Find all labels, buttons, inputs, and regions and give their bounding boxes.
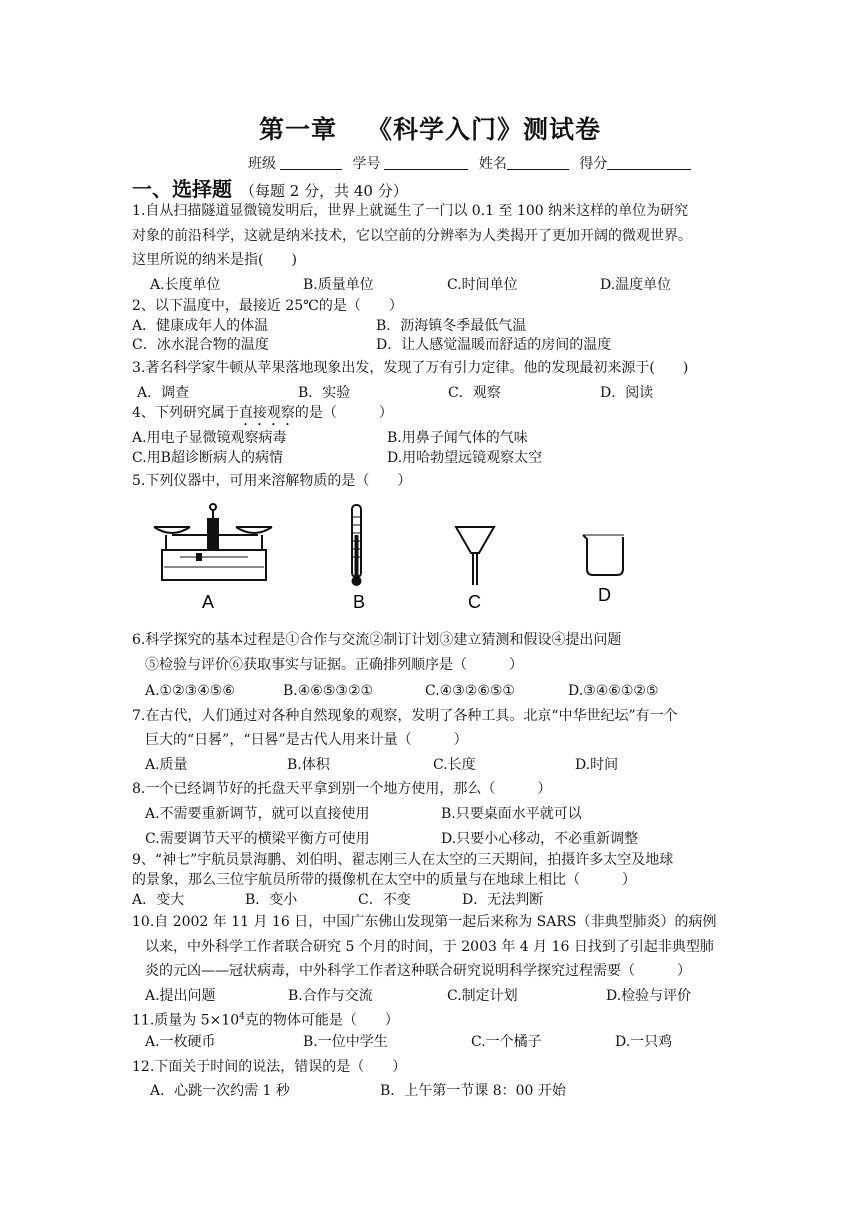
name-label: 姓名 (478, 156, 507, 172)
q7-line-1: 7.在古代，人们通过对各种自然现象的观察，发明了各种工具。北京“中华世纪坛”有一个 (132, 708, 678, 724)
q6-option-b[interactable]: B.④⑥⑤③②① (283, 683, 374, 699)
q12-option-b[interactable]: B．上午第一节课 8：00 开始 (380, 1083, 566, 1099)
q7-option-b[interactable]: B.体积 (287, 757, 330, 773)
q5-stem: 5.下列仪器中，可用来溶解物质的是（ ） (132, 473, 412, 489)
q2-option-a[interactable]: A．健康成年人的体温 (132, 318, 269, 334)
q1-option-d[interactable]: D.温度单位 (600, 277, 672, 293)
q10-option-a[interactable]: A.提出问题 (145, 988, 216, 1004)
q4-option-d[interactable]: D.用哈勃望远镜观察太空 (387, 450, 543, 466)
q12-option-a[interactable]: A．心跳一次约需 1 秒 (150, 1083, 290, 1099)
funnel-icon[interactable] (456, 527, 494, 585)
q7-option-c[interactable]: C.长度 (433, 757, 476, 773)
q9-option-c[interactable]: C．不变 (358, 892, 411, 908)
q7-line-2: 巨大的“日晷”，“日晷”是古代人用来计量（ ） (145, 732, 468, 748)
q9-option-a[interactable]: A．变大 (132, 892, 185, 908)
q1-option-c[interactable]: C.时间单位 (447, 277, 518, 293)
q5-label-d: D (598, 585, 611, 605)
q2-option-c[interactable]: C．冰水混合物的温度 (132, 337, 269, 353)
q7-option-a[interactable]: A.质量 (145, 757, 188, 773)
student-info-line (248, 153, 697, 173)
q5-label-a: A (202, 592, 215, 612)
q6-option-c[interactable]: C.④③②⑥⑤① (425, 683, 515, 699)
q4-option-c[interactable]: C.用B超诊断病人的病情 (132, 450, 283, 466)
q10-line-1: 10.自 2002 年 11 月 16 日，中国广东佛山发现第一起后来称为 SARS（非典型肺炎）的病例 (132, 914, 717, 930)
q4-stem (132, 404, 393, 429)
q1-option-a[interactable]: A.长度单位 (150, 277, 221, 293)
q3-option-a[interactable]: A．调查 (137, 385, 190, 401)
section-title: 一、选择题 (132, 177, 232, 201)
q11-option-a[interactable]: A.一枚硬币 (145, 1034, 216, 1050)
q11-option-c[interactable]: C.一个橘子 (471, 1034, 542, 1050)
class-label: 班级 (248, 156, 276, 172)
q9-line-2: 的景象，那么三位宇航员所带的摄像机在太空中的质量与在地球上相比（ ） (132, 872, 636, 888)
q4-stem-end: 的是（ ） (294, 405, 393, 421)
q10-option-b[interactable]: B.合作与交流 (288, 988, 373, 1004)
q9-line-1: 9、“神七”宇航员景海鹏、刘伯明、翟志刚三人在太空的三天期间，拍摄许多太空及地球 (132, 852, 674, 868)
q11-option-b[interactable]: B.一位中学生 (303, 1034, 388, 1050)
q2-stem: 2、以下温度中，最接近 25℃的是（ ） (132, 298, 403, 314)
q4-stem-emphasis: 直接观察 (238, 405, 295, 421)
q3-option-d[interactable]: D．阅读 (600, 385, 654, 401)
q5-label-c: C (468, 592, 481, 612)
q10-option-d[interactable]: D.检验与评价 (606, 988, 692, 1004)
number-blank[interactable] (384, 155, 468, 170)
balance-scale-icon[interactable] (154, 504, 272, 580)
q6-option-d[interactable]: D.③④⑥①②⑤ (568, 683, 659, 699)
q3-option-b[interactable]: B．实验 (298, 385, 351, 401)
q12-stem: 12.下面关于时间的说法，错误的是（ ） (132, 1059, 407, 1075)
q10-line-2: 以来，中外科学工作者联合研究 5 个月的时间，于 2003 年 4 月 16 日找到了引起非典型肺 (145, 939, 714, 955)
q11-stem-exponent: 4 (239, 1012, 245, 1022)
q10-line-3: 炎的元凶——冠状病毒，中外科学工作者这种联合研究说明科学探究过程需要（ ） (145, 963, 691, 979)
q3-option-c[interactable]: C．观察 (448, 385, 501, 401)
q11-option-d[interactable]: D.一只鸡 (615, 1034, 673, 1050)
beaker-icon[interactable] (583, 535, 624, 575)
thermometer-icon[interactable] (352, 505, 361, 585)
q11-stem-end: 克的物体可能是（ ） (244, 1012, 399, 1029)
q6-line-1: 6.科学探究的基本过程是①合作与交流②制订计划③建立猜测和假设④提出问题 (132, 632, 622, 648)
q5-label-b: B (353, 592, 366, 612)
score-blank[interactable] (607, 155, 691, 170)
q4-option-a[interactable]: A.用电子显微镜观察病毒 (132, 430, 287, 446)
q7-option-d[interactable]: D.时间 (575, 757, 619, 773)
q3-stem: 3.著名科学家牛顿从苹果落地现象出发，发现了万有引力定律。他的发现最初来源于( ) (132, 360, 689, 376)
score-label: 得分 (579, 156, 608, 172)
q8-option-c[interactable]: C.需要调节天平的横梁平衡方可使用 (145, 831, 370, 847)
q1-line-2: 对象的前沿科学，这就是纳米技术，它以空前的分辨率为人类揭开了更加开阔的微观世界。 (132, 228, 692, 244)
section-note: （每题 2 分，共 40 分） (240, 182, 408, 200)
q11-stem-start: 11.质量为 5×10 (132, 1012, 240, 1029)
q8-option-a[interactable]: A.不需要重新调节，就可以直接使用 (145, 806, 370, 822)
q5-instruments-figure (150, 495, 670, 620)
q1-option-b[interactable]: B.质量单位 (303, 277, 374, 293)
q4-stem-start: 4、下列研究属于 (132, 405, 239, 421)
q4-option-b[interactable]: B.用鼻子闻气体的气味 (387, 430, 528, 446)
q8-option-d[interactable]: D.只要小心移动，不必重新调整 (441, 831, 639, 847)
class-blank[interactable] (280, 155, 342, 170)
q2-option-d[interactable]: D．让人感觉温暖而舒适的房间的温度 (376, 337, 612, 353)
q9-option-b[interactable]: B．变小 (245, 892, 298, 908)
title-chapter: 第一章 (258, 115, 337, 144)
title-name: 《科学入门》测试卷 (367, 115, 602, 144)
q9-option-d[interactable]: D．无法判断 (462, 892, 544, 908)
name-blank[interactable] (507, 155, 569, 170)
q1-line-3: 这里所说的纳米是指( ) (132, 252, 297, 268)
section-heading (132, 173, 408, 202)
q1-line-1: 1.自从扫描隧道显微镜发明后，世界上就诞生了一门以 0.1 至 100 纳米这样的单位为研究 (132, 203, 689, 219)
q11-stem (132, 1008, 399, 1030)
q8-stem: 8.一个已经调节好的托盘天平拿到别一个地方使用，那么（ ） (132, 781, 552, 797)
q6-option-a[interactable]: A.①②③④⑤⑥ (145, 683, 235, 699)
q10-option-c[interactable]: C.制定计划 (447, 988, 518, 1004)
q6-line-2: ⑤检验与评价⑥获取事实与证据。正确排列顺序是（ ） (145, 657, 523, 673)
number-label: 学号 (352, 156, 381, 172)
q8-option-b[interactable]: B.只要桌面水平就可以 (441, 806, 582, 822)
q2-option-b[interactable]: B．沥海镇冬季最低气温 (376, 318, 527, 334)
page-title (0, 110, 860, 146)
